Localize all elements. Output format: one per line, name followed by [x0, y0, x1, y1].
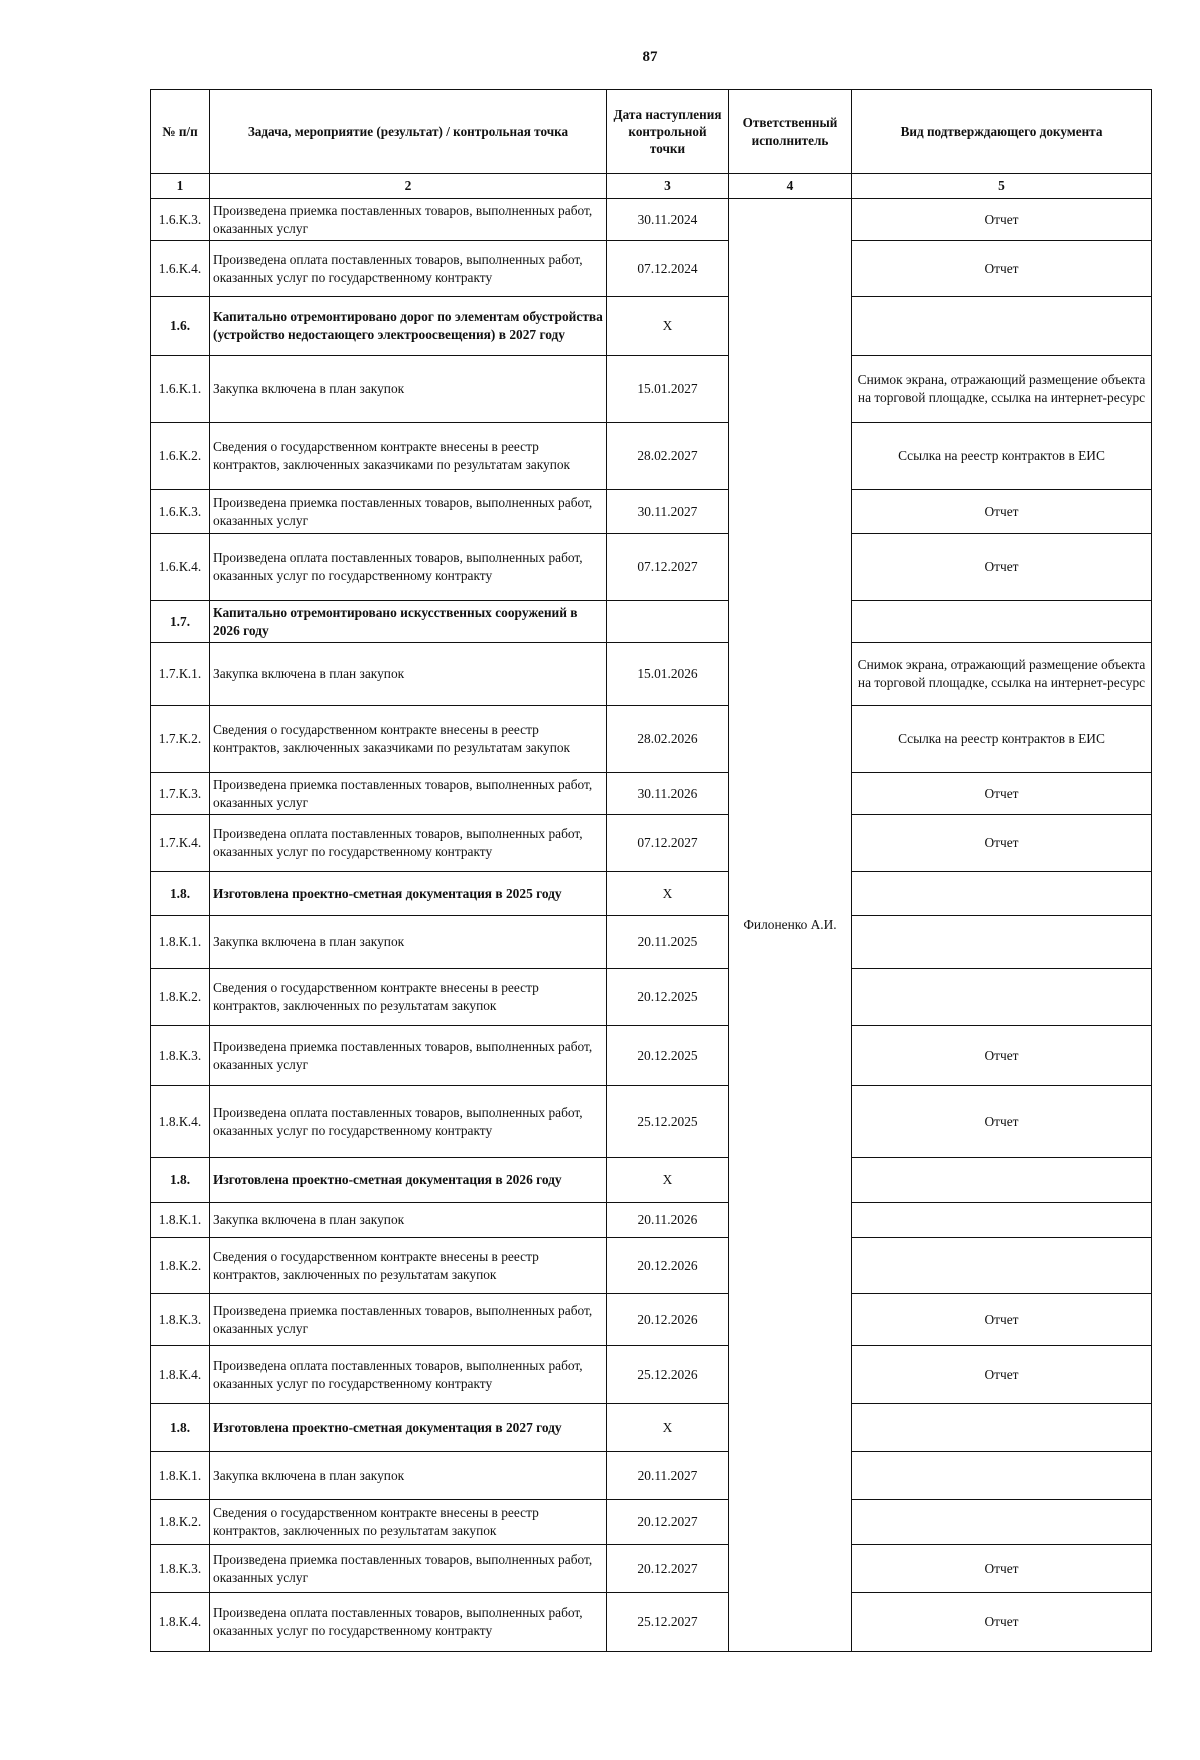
row-task: Произведена приемка поставленных товаров, выполненных работ, оказанных услуг: [210, 490, 607, 534]
row-document: [852, 916, 1152, 969]
table-row: [151, 1452, 1152, 1500]
row-task: Сведения о государственном контракте внесены в реестр контрактов, заключенных по результатам закупок: [210, 1238, 607, 1294]
table-row: [151, 423, 1152, 490]
table-row: [151, 969, 1152, 1026]
row-number: 1.7.К.3.: [151, 773, 210, 815]
table-row: [151, 1294, 1152, 1346]
table-row: [151, 773, 1152, 815]
header-row: [151, 90, 1152, 174]
row-date: 20.12.2025: [607, 969, 729, 1026]
row-number: 1.6.К.3.: [151, 199, 210, 241]
header-task: Задача, мероприятие (результат) / контрольная точка: [210, 90, 607, 174]
row-date: 07.12.2027: [607, 534, 729, 601]
row-document: [852, 297, 1152, 356]
row-date: Х: [607, 872, 729, 916]
row-number: 1.6.: [151, 297, 210, 356]
row-document: Отчет: [852, 534, 1152, 601]
row-date: Х: [607, 1158, 729, 1203]
column-number-row: [151, 174, 1152, 199]
row-date: 20.12.2025: [607, 1026, 729, 1086]
row-document: [852, 1452, 1152, 1500]
row-date: 07.12.2024: [607, 241, 729, 297]
row-number: 1.8.: [151, 1158, 210, 1203]
header-date: Дата наступления контрольной точки: [607, 90, 729, 174]
table-row: [151, 241, 1152, 297]
row-date: 30.11.2027: [607, 490, 729, 534]
row-document: Отчет: [852, 1026, 1152, 1086]
row-document: [852, 1203, 1152, 1238]
row-task: Сведения о государственном контракте внесены в реестр контрактов, заключенных по результатам закупок: [210, 1500, 607, 1545]
section-row: [151, 297, 1152, 356]
table-row: [151, 1545, 1152, 1593]
row-task: Произведена оплата поставленных товаров, выполненных работ, оказанных услуг по государственному контракту: [210, 1086, 607, 1158]
header-num: № п/п: [151, 90, 210, 174]
column-number: 5: [852, 174, 1152, 199]
row-task: Капитально отремонтировано дорог по элементам обустройства (устройство недостающего электроосвещения) в 2027 году: [210, 297, 607, 356]
table-row: [151, 490, 1152, 534]
row-task: Произведена приемка поставленных товаров, выполненных работ, оказанных услуг: [210, 199, 607, 241]
table-row: [151, 1346, 1152, 1404]
row-date: 28.02.2026: [607, 706, 729, 773]
row-date: 15.01.2026: [607, 643, 729, 706]
row-number: 1.8.К.3.: [151, 1026, 210, 1086]
row-number: 1.8.К.3.: [151, 1545, 210, 1593]
column-number: 3: [607, 174, 729, 199]
row-number: 1.7.: [151, 601, 210, 643]
row-document: Отчет: [852, 1346, 1152, 1404]
row-date: [607, 601, 729, 643]
row-document: Отчет: [852, 1086, 1152, 1158]
row-number: 1.8.К.4.: [151, 1593, 210, 1652]
header-responsible: Ответственный исполнитель: [729, 90, 852, 174]
row-number: 1.6.К.1.: [151, 356, 210, 423]
row-document: Ссылка на реестр контрактов в ЕИС: [852, 423, 1152, 490]
row-task: Изготовлена проектно-сметная документация в 2027 году: [210, 1404, 607, 1452]
row-document: [852, 1500, 1152, 1545]
row-date: 20.12.2026: [607, 1238, 729, 1294]
row-document: [852, 601, 1152, 643]
row-task: Изготовлена проектно-сметная документация в 2025 году: [210, 872, 607, 916]
row-date: 20.12.2027: [607, 1500, 729, 1545]
row-task: Сведения о государственном контракте внесены в реестр контрактов, заключенных заказчиками по результатам закупок: [210, 423, 607, 490]
row-task: Закупка включена в план закупок: [210, 356, 607, 423]
column-number: 4: [729, 174, 852, 199]
row-number: 1.8.К.1.: [151, 916, 210, 969]
row-number: 1.8.К.3.: [151, 1294, 210, 1346]
header-doc: Вид подтверждающего документа: [852, 90, 1152, 174]
table-row: [151, 916, 1152, 969]
row-date: 20.11.2025: [607, 916, 729, 969]
row-number: 1.8.К.1.: [151, 1452, 210, 1500]
row-task: Сведения о государственном контракте внесены в реестр контрактов, заключенных заказчиками по результатам закупок: [210, 706, 607, 773]
control-points-table: [150, 89, 1152, 1652]
row-task: Изготовлена проектно-сметная документация в 2026 году: [210, 1158, 607, 1203]
row-date: 20.12.2027: [607, 1545, 729, 1593]
row-date: Х: [607, 1404, 729, 1452]
row-document: [852, 1404, 1152, 1452]
row-number: 1.6.К.4.: [151, 534, 210, 601]
row-task: Закупка включена в план закупок: [210, 916, 607, 969]
row-task: Произведена приемка поставленных товаров, выполненных работ, оказанных услуг: [210, 1545, 607, 1593]
row-document: Ссылка на реестр контрактов в ЕИС: [852, 706, 1152, 773]
table-row: [151, 1238, 1152, 1294]
row-task: Произведена оплата поставленных товаров, выполненных работ, оказанных услуг по государственному контракту: [210, 815, 607, 872]
row-number: 1.6.К.4.: [151, 241, 210, 297]
row-number: 1.8.К.4.: [151, 1086, 210, 1158]
row-document: [852, 872, 1152, 916]
row-task: Произведена приемка поставленных товаров, выполненных работ, оказанных услуг: [210, 1026, 607, 1086]
row-task: Произведена приемка поставленных товаров, выполненных работ, оказанных услуг: [210, 773, 607, 815]
row-date: 30.11.2024: [607, 199, 729, 241]
table-row: [151, 1086, 1152, 1158]
row-number: 1.8.К.2.: [151, 1500, 210, 1545]
row-number: 1.7.К.1.: [151, 643, 210, 706]
row-task: Произведена оплата поставленных товаров, выполненных работ, оказанных услуг по государственному контракту: [210, 1593, 607, 1652]
row-date: 20.12.2026: [607, 1294, 729, 1346]
row-date: 15.01.2027: [607, 356, 729, 423]
row-date: 25.12.2027: [607, 1593, 729, 1652]
row-date: 20.11.2027: [607, 1452, 729, 1500]
row-date: 30.11.2026: [607, 773, 729, 815]
row-task: Закупка включена в план закупок: [210, 1452, 607, 1500]
row-number: 1.8.К.1.: [151, 1203, 210, 1238]
row-document: [852, 1238, 1152, 1294]
row-number: 1.8.: [151, 872, 210, 916]
table-row: [151, 1203, 1152, 1238]
row-document: [852, 969, 1152, 1026]
row-task: Произведена оплата поставленных товаров, выполненных работ, оказанных услуг по государственному контракту: [210, 534, 607, 601]
table-row: [151, 815, 1152, 872]
row-document: Отчет: [852, 1593, 1152, 1652]
table-row: [151, 706, 1152, 773]
row-number: 1.6.К.2.: [151, 423, 210, 490]
row-number: 1.7.К.2.: [151, 706, 210, 773]
row-number: 1.8.: [151, 1404, 210, 1452]
row-document: Отчет: [852, 1545, 1152, 1593]
row-document: Снимок экрана, отражающий размещение объекта на торговой площадке, ссылка на интернет-ресурс: [852, 643, 1152, 706]
row-number: 1.8.К.4.: [151, 1346, 210, 1404]
row-number: 1.8.К.2.: [151, 969, 210, 1026]
row-document: Отчет: [852, 815, 1152, 872]
row-task: Произведена оплата поставленных товаров, выполненных работ, оказанных услуг по государственному контракту: [210, 1346, 607, 1404]
row-document: Снимок экрана, отражающий размещение объекта на торговой площадке, ссылка на интернет-ресурс: [852, 356, 1152, 423]
row-number: 1.7.К.4.: [151, 815, 210, 872]
row-task: Закупка включена в план закупок: [210, 1203, 607, 1238]
table-row: [151, 1500, 1152, 1545]
row-task: Произведена оплата поставленных товаров, выполненных работ, оказанных услуг по государственному контракту: [210, 241, 607, 297]
row-task: Закупка включена в план закупок: [210, 643, 607, 706]
row-document: Отчет: [852, 241, 1152, 297]
row-document: Отчет: [852, 773, 1152, 815]
row-task: Капитально отремонтировано искусственных сооружений в 2026 году: [210, 601, 607, 643]
table-row: [151, 534, 1152, 601]
row-document: Отчет: [852, 1294, 1152, 1346]
table-row: [151, 643, 1152, 706]
row-number: 1.6.К.3.: [151, 490, 210, 534]
row-date: 25.12.2026: [607, 1346, 729, 1404]
section-row: [151, 872, 1152, 916]
table-row: [151, 199, 1152, 241]
column-number: 1: [151, 174, 210, 199]
row-document: [852, 1158, 1152, 1203]
table-row: [151, 1026, 1152, 1086]
row-date: 28.02.2027: [607, 423, 729, 490]
table-row: [151, 356, 1152, 423]
row-task: Сведения о государственном контракте внесены в реестр контрактов, заключенных по результатам закупок: [210, 969, 607, 1026]
section-row: [151, 1404, 1152, 1452]
section-row: [151, 1158, 1152, 1203]
page-number: 87: [642, 49, 658, 65]
row-date: 25.12.2025: [607, 1086, 729, 1158]
column-number: 2: [210, 174, 607, 199]
responsible-person: Филоненко А.И.: [729, 199, 852, 1652]
table-row: [151, 1593, 1152, 1652]
row-date: Х: [607, 297, 729, 356]
row-date: 20.11.2026: [607, 1203, 729, 1238]
row-date: 07.12.2027: [607, 815, 729, 872]
section-row: [151, 601, 1152, 643]
row-document: Отчет: [852, 490, 1152, 534]
row-task: Произведена приемка поставленных товаров, выполненных работ, оказанных услуг: [210, 1294, 607, 1346]
row-number: 1.8.К.2.: [151, 1238, 210, 1294]
row-document: Отчет: [852, 199, 1152, 241]
